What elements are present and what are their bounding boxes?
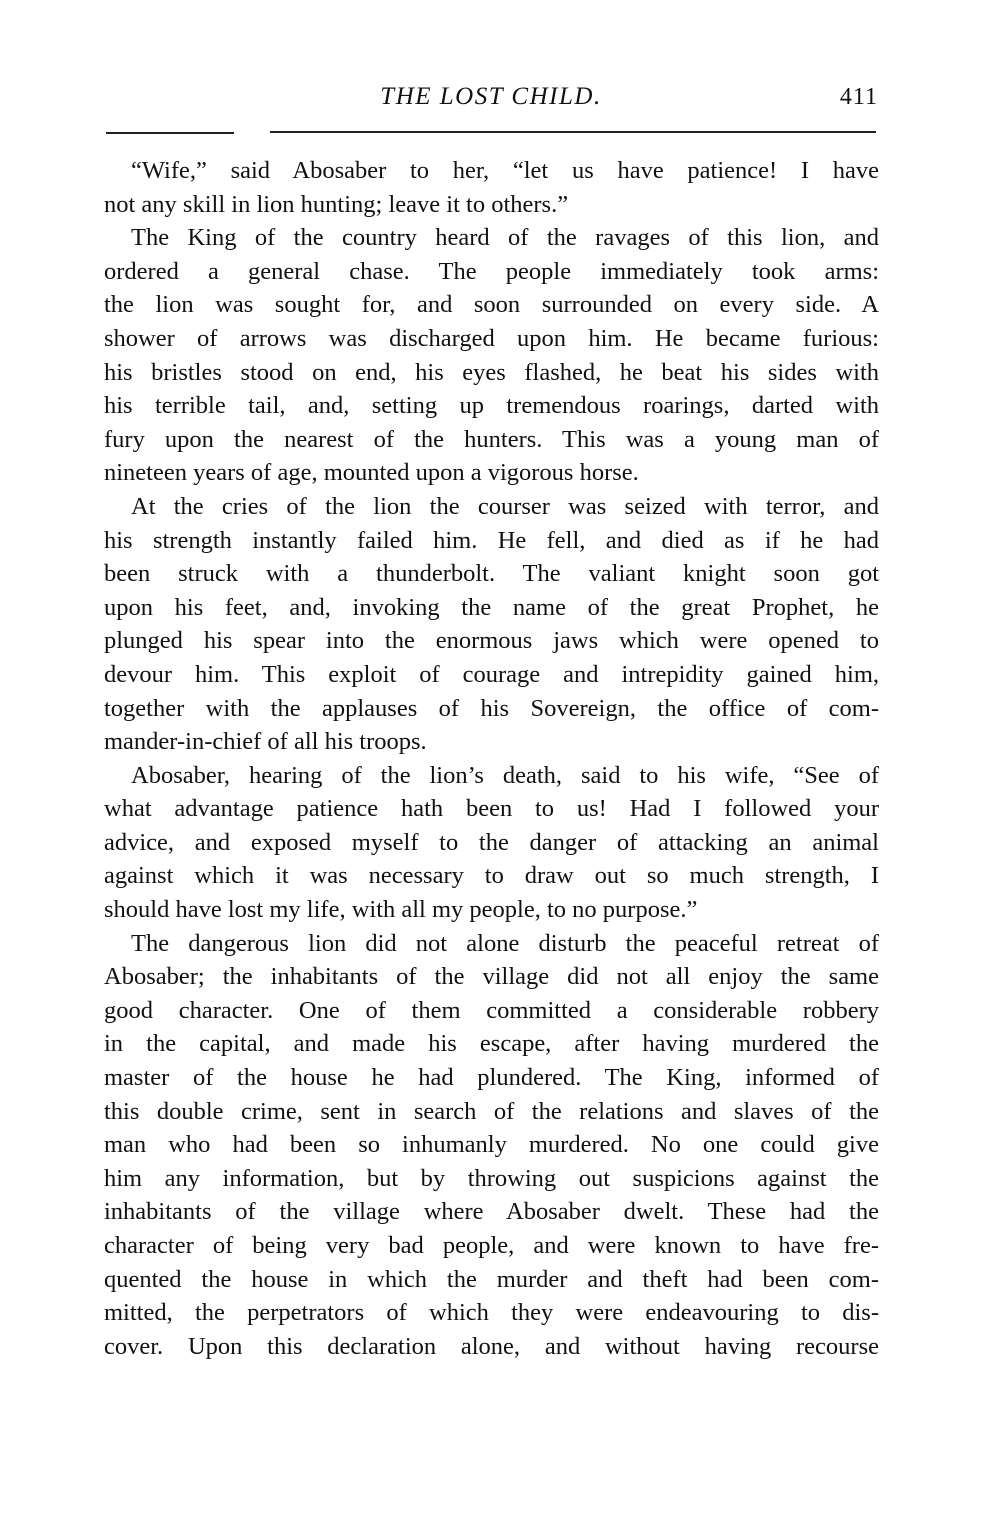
text-line: not any skill in lion hunting; leave it to others.” — [104, 190, 569, 218]
paragraph — [104, 154, 879, 221]
text-line: in the capital, and made his escape, after having murdered the — [104, 1030, 879, 1058]
paragraph — [104, 759, 879, 927]
header-rule-left — [106, 132, 234, 134]
text-line: The dangerous lion did not alone disturb the peaceful retreat of — [131, 929, 879, 957]
paragraph — [104, 490, 879, 759]
text-line: the lion was sought for, and soon surrounded on every side. A — [104, 291, 879, 319]
text-line: fury upon the nearest of the hunters. This was a young man of — [104, 425, 879, 453]
header-rule-right — [270, 131, 876, 133]
text-line: plunged his spear into the enormous jaws which were opened to — [104, 627, 879, 655]
text-line: nineteen years of age, mounted upon a vigorous horse. — [104, 459, 639, 487]
paragraph — [104, 927, 879, 1364]
paragraph — [104, 221, 879, 490]
text-line: against which it was necessary to draw out so much strength, I — [104, 862, 879, 890]
text-line: been struck with a thunderbolt. The valiant knight soon got — [104, 560, 879, 588]
text-line: his strength instantly failed him. He fell, and died as if he had — [104, 526, 879, 554]
text-line: this double crime, sent in search of the relations and slaves of the — [104, 1097, 879, 1125]
text-line: Abosaber, hearing of the lion’s death, said to his wife, “See of — [131, 761, 879, 789]
text-line: upon his feet, and, invoking the name of the great Prophet, he — [104, 593, 879, 621]
text-line: ordered a general chase. The people immediately took arms: — [104, 257, 879, 285]
text-line: Abosaber; the inhabitants of the village did not all enjoy the same — [104, 963, 879, 991]
text-line: advice, and exposed myself to the danger of attacking an animal — [104, 828, 879, 856]
text-line: At the cries of the lion the courser was seized with terror, and — [131, 492, 879, 520]
text-line: inhabitants of the village where Abosaber dwelt. These had the — [104, 1198, 879, 1226]
text-line: “Wife,” said Abosaber to her, “let us have patience! I have — [131, 157, 879, 184]
running-title: THE LOST CHILD. — [380, 83, 602, 110]
body-text — [104, 154, 879, 1363]
text-line: quented the house in which the murder and theft had been com- — [104, 1265, 879, 1293]
text-line: mander-in-chief of all his troops. — [104, 728, 427, 756]
text-line: The King of the country heard of the ravages of this lion, and — [131, 224, 879, 252]
text-line: mitted, the perpetrators of which they were endeavouring to dis- — [104, 1299, 879, 1327]
text-line: together with the applauses of his Sovereign, the office of com- — [104, 694, 879, 722]
text-line: character of being very bad people, and were known to have fre- — [104, 1232, 879, 1259]
text-line: what advantage patience hath been to us! Had I followed your — [104, 795, 879, 823]
text-line: cover. Upon this declaration alone, and without having recourse — [104, 1332, 879, 1360]
text-line: his terrible tail, and, setting up tremendous roarings, darted with — [104, 392, 879, 420]
text-line: his bristles stood on end, his eyes flashed, he beat his sides with — [104, 358, 879, 386]
text-line: master of the house he had plundered. The King, informed of — [104, 1064, 879, 1092]
text-line: should have lost my life, with all my people, to no purpose.” — [104, 896, 698, 924]
text-line: devour him. This exploit of courage and intrepidity gained him, — [104, 660, 879, 688]
text-line: good character. One of them committed a considerable robbery — [104, 996, 879, 1024]
running-head — [104, 82, 878, 118]
text-line: man who had been so inhumanly murdered. No one could give — [104, 1131, 879, 1159]
text-line: shower of arrows was discharged upon him. He became furious: — [104, 324, 879, 352]
text-line: him any information, but by throwing out suspicions against the — [104, 1164, 879, 1192]
page-number: 411 — [839, 84, 878, 110]
